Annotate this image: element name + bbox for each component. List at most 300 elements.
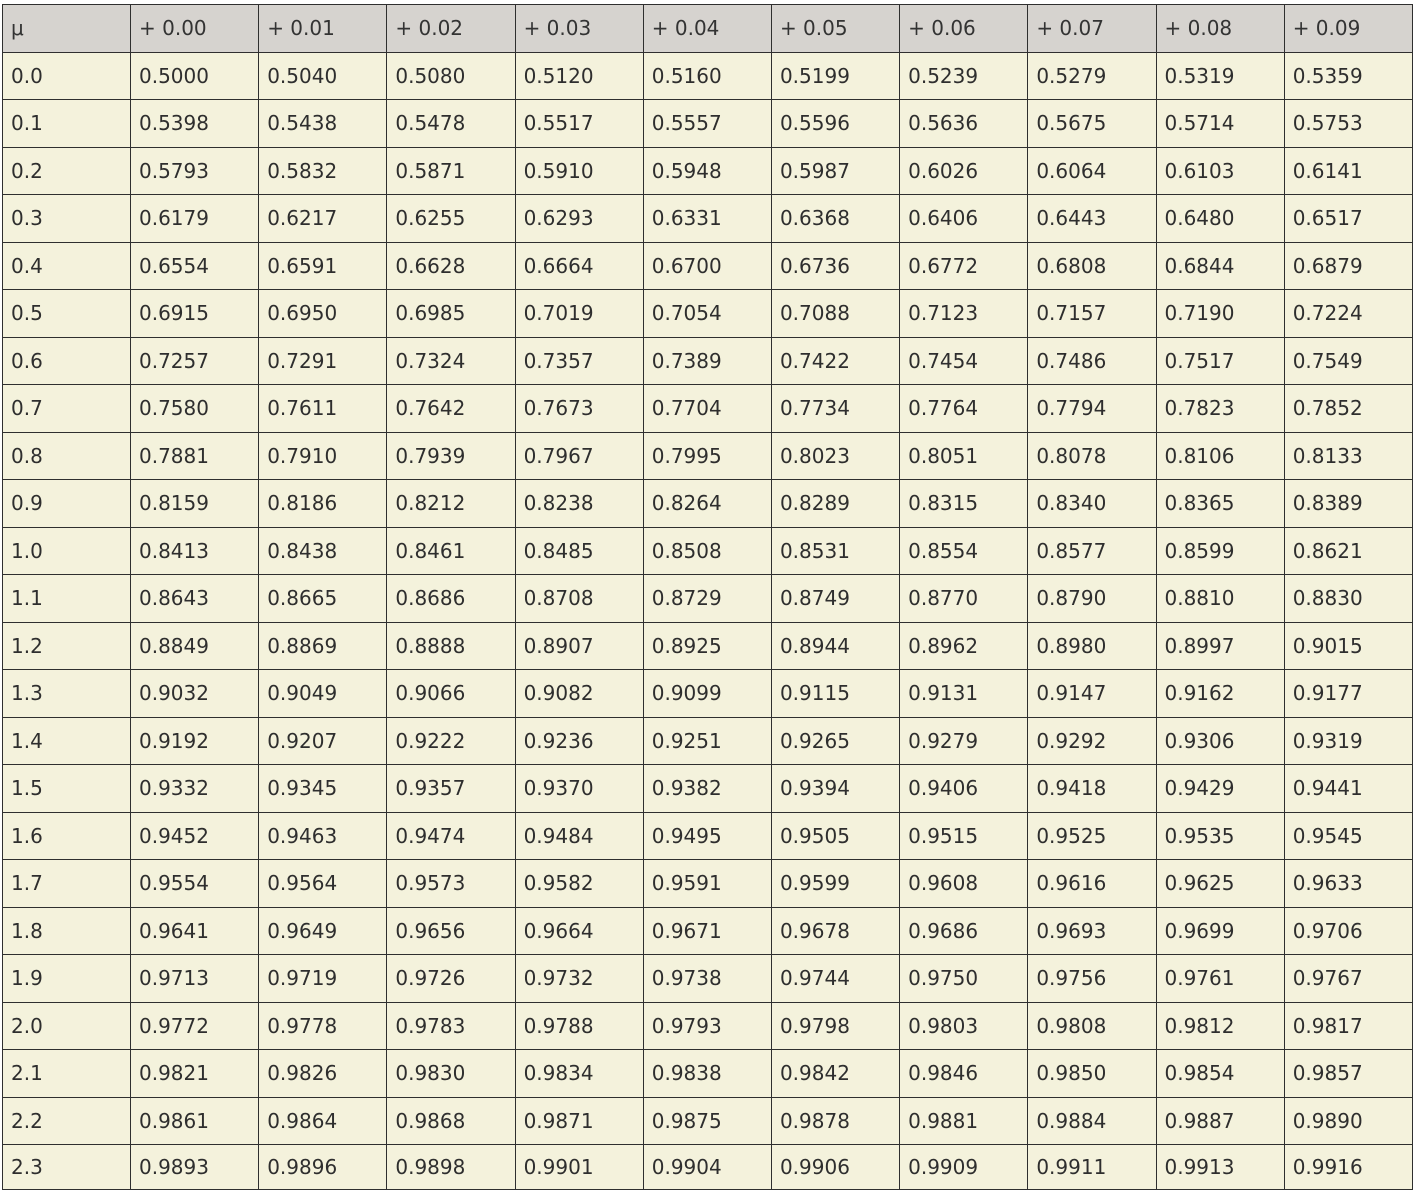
normal-distribution-table-container	[2, 4, 1412, 1190]
value-cell: 0.6406	[900, 195, 1028, 243]
value-cell: 0.9474	[387, 812, 515, 860]
header-offset: + 0.02	[387, 5, 515, 53]
value-cell: 0.9099	[643, 670, 771, 718]
value-cell: 0.8907	[515, 622, 643, 670]
value-cell: 0.8944	[771, 622, 899, 670]
row-label-cell: 2.3	[3, 1145, 131, 1190]
value-cell: 0.5910	[515, 147, 643, 195]
value-cell: 0.9738	[643, 955, 771, 1003]
value-cell: 0.8790	[1028, 575, 1156, 623]
value-cell: 0.5714	[1156, 100, 1284, 148]
value-cell: 0.6808	[1028, 242, 1156, 290]
value-cell: 0.7794	[1028, 385, 1156, 433]
value-cell: 0.8980	[1028, 622, 1156, 670]
value-cell: 0.9279	[900, 717, 1028, 765]
value-cell: 0.7881	[131, 432, 259, 480]
value-cell: 0.9896	[259, 1145, 387, 1190]
value-cell: 0.7734	[771, 385, 899, 433]
value-cell: 0.9319	[1284, 717, 1412, 765]
value-cell: 0.5120	[515, 52, 643, 100]
value-cell: 0.9826	[259, 1050, 387, 1098]
value-cell: 0.8413	[131, 527, 259, 575]
value-cell: 0.9484	[515, 812, 643, 860]
header-mu: μ	[3, 5, 131, 53]
value-cell: 0.5199	[771, 52, 899, 100]
value-cell: 0.9545	[1284, 812, 1412, 860]
value-cell: 0.8508	[643, 527, 771, 575]
value-cell: 0.7823	[1156, 385, 1284, 433]
header-offset: + 0.04	[643, 5, 771, 53]
row-label-cell: 1.0	[3, 527, 131, 575]
value-cell: 0.8962	[900, 622, 1028, 670]
table-row	[3, 290, 1413, 338]
value-cell: 0.9505	[771, 812, 899, 860]
value-cell: 0.9875	[643, 1097, 771, 1145]
value-cell: 0.9599	[771, 860, 899, 908]
value-cell: 0.9177	[1284, 670, 1412, 718]
value-cell: 0.9015	[1284, 622, 1412, 670]
value-cell: 0.9726	[387, 955, 515, 1003]
value-cell: 0.7995	[643, 432, 771, 480]
value-cell: 0.9906	[771, 1145, 899, 1190]
value-cell: 0.8106	[1156, 432, 1284, 480]
value-cell: 0.8078	[1028, 432, 1156, 480]
value-cell: 0.9633	[1284, 860, 1412, 908]
row-label-cell: 0.6	[3, 337, 131, 385]
value-cell: 0.6293	[515, 195, 643, 243]
value-cell: 0.6700	[643, 242, 771, 290]
table-row	[3, 195, 1413, 243]
value-cell: 0.9803	[900, 1002, 1028, 1050]
value-cell: 0.7157	[1028, 290, 1156, 338]
value-cell: 0.8186	[259, 480, 387, 528]
value-cell: 0.7939	[387, 432, 515, 480]
value-cell: 0.8686	[387, 575, 515, 623]
value-cell: 0.8599	[1156, 527, 1284, 575]
table-row	[3, 812, 1413, 860]
value-cell: 0.9162	[1156, 670, 1284, 718]
value-cell: 0.8389	[1284, 480, 1412, 528]
value-cell: 0.7673	[515, 385, 643, 433]
value-cell: 0.9370	[515, 765, 643, 813]
value-cell: 0.8485	[515, 527, 643, 575]
value-cell: 0.8810	[1156, 575, 1284, 623]
value-cell: 0.6736	[771, 242, 899, 290]
table-row	[3, 860, 1413, 908]
value-cell: 0.8869	[259, 622, 387, 670]
value-cell: 0.7580	[131, 385, 259, 433]
value-cell: 0.9772	[131, 1002, 259, 1050]
value-cell: 0.9554	[131, 860, 259, 908]
value-cell: 0.9131	[900, 670, 1028, 718]
value-cell: 0.9332	[131, 765, 259, 813]
value-cell: 0.9306	[1156, 717, 1284, 765]
value-cell: 0.9525	[1028, 812, 1156, 860]
value-cell: 0.9564	[259, 860, 387, 908]
value-cell: 0.9864	[259, 1097, 387, 1145]
table-body	[3, 52, 1413, 1190]
row-label-cell: 2.2	[3, 1097, 131, 1145]
value-cell: 0.5753	[1284, 100, 1412, 148]
row-label-cell: 0.8	[3, 432, 131, 480]
value-cell: 0.9838	[643, 1050, 771, 1098]
value-cell: 0.9147	[1028, 670, 1156, 718]
row-label-cell: 1.9	[3, 955, 131, 1003]
value-cell: 0.6591	[259, 242, 387, 290]
value-cell: 0.8554	[900, 527, 1028, 575]
value-cell: 0.7486	[1028, 337, 1156, 385]
table-header	[3, 5, 1413, 53]
value-cell: 0.7324	[387, 337, 515, 385]
value-cell: 0.6554	[131, 242, 259, 290]
row-label-cell: 0.3	[3, 195, 131, 243]
table-row	[3, 337, 1413, 385]
value-cell: 0.6915	[131, 290, 259, 338]
table-row	[3, 1097, 1413, 1145]
header-offset: + 0.06	[900, 5, 1028, 53]
value-cell: 0.9625	[1156, 860, 1284, 908]
table-row	[3, 622, 1413, 670]
value-cell: 0.5080	[387, 52, 515, 100]
value-cell: 0.9842	[771, 1050, 899, 1098]
value-cell: 0.8621	[1284, 527, 1412, 575]
value-cell: 0.8729	[643, 575, 771, 623]
row-label-cell: 0.4	[3, 242, 131, 290]
value-cell: 0.7611	[259, 385, 387, 433]
value-cell: 0.7764	[900, 385, 1028, 433]
value-cell: 0.7852	[1284, 385, 1412, 433]
value-cell: 0.8643	[131, 575, 259, 623]
value-cell: 0.9671	[643, 907, 771, 955]
value-cell: 0.8577	[1028, 527, 1156, 575]
row-label-cell: 0.1	[3, 100, 131, 148]
value-cell: 0.6443	[1028, 195, 1156, 243]
table-row	[3, 575, 1413, 623]
value-cell: 0.9817	[1284, 1002, 1412, 1050]
value-cell: 0.9115	[771, 670, 899, 718]
value-cell: 0.9783	[387, 1002, 515, 1050]
value-cell: 0.6026	[900, 147, 1028, 195]
value-cell: 0.9345	[259, 765, 387, 813]
value-cell: 0.5398	[131, 100, 259, 148]
value-cell: 0.7088	[771, 290, 899, 338]
value-cell: 0.5279	[1028, 52, 1156, 100]
table-row	[3, 670, 1413, 718]
value-cell: 0.7123	[900, 290, 1028, 338]
value-cell: 0.9861	[131, 1097, 259, 1145]
row-label-cell: 1.2	[3, 622, 131, 670]
value-cell: 0.8997	[1156, 622, 1284, 670]
header-offset: + 0.07	[1028, 5, 1156, 53]
value-cell: 0.8925	[643, 622, 771, 670]
value-cell: 0.9916	[1284, 1145, 1412, 1190]
table-row	[3, 242, 1413, 290]
row-label-cell: 1.8	[3, 907, 131, 955]
value-cell: 0.9756	[1028, 955, 1156, 1003]
table-row	[3, 147, 1413, 195]
value-cell: 0.6628	[387, 242, 515, 290]
table-row	[3, 385, 1413, 433]
value-cell: 0.6950	[259, 290, 387, 338]
value-cell: 0.9452	[131, 812, 259, 860]
value-cell: 0.8438	[259, 527, 387, 575]
value-cell: 0.9693	[1028, 907, 1156, 955]
value-cell: 0.9049	[259, 670, 387, 718]
value-cell: 0.6255	[387, 195, 515, 243]
table-row	[3, 480, 1413, 528]
value-cell: 0.6664	[515, 242, 643, 290]
value-cell: 0.9868	[387, 1097, 515, 1145]
value-cell: 0.8238	[515, 480, 643, 528]
value-cell: 0.9808	[1028, 1002, 1156, 1050]
value-cell: 0.9898	[387, 1145, 515, 1190]
value-cell: 0.7704	[643, 385, 771, 433]
value-cell: 0.9656	[387, 907, 515, 955]
table-row	[3, 100, 1413, 148]
value-cell: 0.7454	[900, 337, 1028, 385]
value-cell: 0.9744	[771, 955, 899, 1003]
value-cell: 0.8133	[1284, 432, 1412, 480]
value-cell: 0.6772	[900, 242, 1028, 290]
value-cell: 0.5636	[900, 100, 1028, 148]
value-cell: 0.6368	[771, 195, 899, 243]
value-cell: 0.9846	[900, 1050, 1028, 1098]
row-label-cell: 2.1	[3, 1050, 131, 1098]
value-cell: 0.8289	[771, 480, 899, 528]
value-cell: 0.9032	[131, 670, 259, 718]
value-cell: 0.8264	[643, 480, 771, 528]
value-cell: 0.9222	[387, 717, 515, 765]
value-cell: 0.9495	[643, 812, 771, 860]
value-cell: 0.9761	[1156, 955, 1284, 1003]
row-label-cell: 0.7	[3, 385, 131, 433]
value-cell: 0.9732	[515, 955, 643, 1003]
value-cell: 0.9904	[643, 1145, 771, 1190]
row-label-cell: 1.7	[3, 860, 131, 908]
value-cell: 0.7422	[771, 337, 899, 385]
value-cell: 0.5871	[387, 147, 515, 195]
row-label-cell: 1.1	[3, 575, 131, 623]
value-cell: 0.8708	[515, 575, 643, 623]
row-label-cell: 1.4	[3, 717, 131, 765]
row-label-cell: 2.0	[3, 1002, 131, 1050]
value-cell: 0.7190	[1156, 290, 1284, 338]
value-cell: 0.9591	[643, 860, 771, 908]
value-cell: 0.5359	[1284, 52, 1412, 100]
value-cell: 0.6179	[131, 195, 259, 243]
value-cell: 0.6103	[1156, 147, 1284, 195]
value-cell: 0.5478	[387, 100, 515, 148]
row-label-cell: 0.0	[3, 52, 131, 100]
value-cell: 0.7642	[387, 385, 515, 433]
value-cell: 0.7019	[515, 290, 643, 338]
table-row	[3, 52, 1413, 100]
value-cell: 0.8770	[900, 575, 1028, 623]
value-cell: 0.9699	[1156, 907, 1284, 955]
value-cell: 0.7357	[515, 337, 643, 385]
value-cell: 0.9357	[387, 765, 515, 813]
value-cell: 0.9382	[643, 765, 771, 813]
row-label-cell: 0.2	[3, 147, 131, 195]
value-cell: 0.9893	[131, 1145, 259, 1190]
value-cell: 0.9066	[387, 670, 515, 718]
table-row	[3, 1145, 1413, 1190]
value-cell: 0.9292	[1028, 717, 1156, 765]
value-cell: 0.9890	[1284, 1097, 1412, 1145]
value-cell: 0.9909	[900, 1145, 1028, 1190]
header-row	[3, 5, 1413, 53]
value-cell: 0.5040	[259, 52, 387, 100]
value-cell: 0.5596	[771, 100, 899, 148]
value-cell: 0.7517	[1156, 337, 1284, 385]
value-cell: 0.6141	[1284, 147, 1412, 195]
value-cell: 0.9429	[1156, 765, 1284, 813]
value-cell: 0.9616	[1028, 860, 1156, 908]
value-cell: 0.9871	[515, 1097, 643, 1145]
value-cell: 0.5948	[643, 147, 771, 195]
value-cell: 0.9706	[1284, 907, 1412, 955]
value-cell: 0.6331	[643, 195, 771, 243]
value-cell: 0.9812	[1156, 1002, 1284, 1050]
value-cell: 0.8051	[900, 432, 1028, 480]
value-cell: 0.9713	[131, 955, 259, 1003]
table-row	[3, 1050, 1413, 1098]
header-offset: + 0.01	[259, 5, 387, 53]
value-cell: 0.8531	[771, 527, 899, 575]
value-cell: 0.9394	[771, 765, 899, 813]
value-cell: 0.6985	[387, 290, 515, 338]
value-cell: 0.9788	[515, 1002, 643, 1050]
value-cell: 0.9884	[1028, 1097, 1156, 1145]
value-cell: 0.9535	[1156, 812, 1284, 860]
row-label-cell: 0.9	[3, 480, 131, 528]
value-cell: 0.5319	[1156, 52, 1284, 100]
value-cell: 0.9082	[515, 670, 643, 718]
header-offset: + 0.08	[1156, 5, 1284, 53]
value-cell: 0.9265	[771, 717, 899, 765]
value-cell: 0.9192	[131, 717, 259, 765]
value-cell: 0.8888	[387, 622, 515, 670]
value-cell: 0.5239	[900, 52, 1028, 100]
value-cell: 0.5000	[131, 52, 259, 100]
value-cell: 0.7224	[1284, 290, 1412, 338]
value-cell: 0.9641	[131, 907, 259, 955]
value-cell: 0.9686	[900, 907, 1028, 955]
value-cell: 0.9664	[515, 907, 643, 955]
header-offset: + 0.03	[515, 5, 643, 53]
value-cell: 0.9418	[1028, 765, 1156, 813]
value-cell: 0.9821	[131, 1050, 259, 1098]
value-cell: 0.9834	[515, 1050, 643, 1098]
value-cell: 0.5517	[515, 100, 643, 148]
value-cell: 0.7967	[515, 432, 643, 480]
value-cell: 0.9719	[259, 955, 387, 1003]
value-cell: 0.9236	[515, 717, 643, 765]
value-cell: 0.9463	[259, 812, 387, 860]
table-row	[3, 955, 1413, 1003]
value-cell: 0.6844	[1156, 242, 1284, 290]
normal-distribution-table	[2, 4, 1413, 1190]
value-cell: 0.6517	[1284, 195, 1412, 243]
value-cell: 0.9441	[1284, 765, 1412, 813]
value-cell: 0.9778	[259, 1002, 387, 1050]
value-cell: 0.8159	[131, 480, 259, 528]
value-cell: 0.9678	[771, 907, 899, 955]
value-cell: 0.9793	[643, 1002, 771, 1050]
value-cell: 0.9515	[900, 812, 1028, 860]
value-cell: 0.9750	[900, 955, 1028, 1003]
value-cell: 0.9649	[259, 907, 387, 955]
value-cell: 0.9857	[1284, 1050, 1412, 1098]
value-cell: 0.7257	[131, 337, 259, 385]
table-row	[3, 907, 1413, 955]
value-cell: 0.8749	[771, 575, 899, 623]
value-cell: 0.9608	[900, 860, 1028, 908]
value-cell: 0.9887	[1156, 1097, 1284, 1145]
value-cell: 0.9881	[900, 1097, 1028, 1145]
row-label-cell: 1.5	[3, 765, 131, 813]
value-cell: 0.6879	[1284, 242, 1412, 290]
value-cell: 0.9830	[387, 1050, 515, 1098]
value-cell: 0.8212	[387, 480, 515, 528]
value-cell: 0.5987	[771, 147, 899, 195]
table-row	[3, 1002, 1413, 1050]
value-cell: 0.9207	[259, 717, 387, 765]
value-cell: 0.9854	[1156, 1050, 1284, 1098]
value-cell: 0.8023	[771, 432, 899, 480]
row-label-cell: 0.5	[3, 290, 131, 338]
value-cell: 0.8830	[1284, 575, 1412, 623]
value-cell: 0.9901	[515, 1145, 643, 1190]
table-row	[3, 765, 1413, 813]
value-cell: 0.7054	[643, 290, 771, 338]
value-cell: 0.6217	[259, 195, 387, 243]
value-cell: 0.9406	[900, 765, 1028, 813]
value-cell: 0.7549	[1284, 337, 1412, 385]
value-cell: 0.5675	[1028, 100, 1156, 148]
value-cell: 0.9913	[1156, 1145, 1284, 1190]
value-cell: 0.9767	[1284, 955, 1412, 1003]
value-cell: 0.5160	[643, 52, 771, 100]
value-cell: 0.9878	[771, 1097, 899, 1145]
value-cell: 0.9911	[1028, 1145, 1156, 1190]
value-cell: 0.7389	[643, 337, 771, 385]
row-label-cell: 1.6	[3, 812, 131, 860]
header-offset: + 0.09	[1284, 5, 1412, 53]
table-row	[3, 432, 1413, 480]
value-cell: 0.8849	[131, 622, 259, 670]
value-cell: 0.9582	[515, 860, 643, 908]
value-cell: 0.8340	[1028, 480, 1156, 528]
value-cell: 0.8461	[387, 527, 515, 575]
value-cell: 0.5557	[643, 100, 771, 148]
table-row	[3, 717, 1413, 765]
row-label-cell: 1.3	[3, 670, 131, 718]
value-cell: 0.5832	[259, 147, 387, 195]
value-cell: 0.6480	[1156, 195, 1284, 243]
value-cell: 0.9798	[771, 1002, 899, 1050]
value-cell: 0.7910	[259, 432, 387, 480]
table-row	[3, 527, 1413, 575]
value-cell: 0.7291	[259, 337, 387, 385]
header-offset: + 0.05	[771, 5, 899, 53]
value-cell: 0.9850	[1028, 1050, 1156, 1098]
value-cell: 0.8365	[1156, 480, 1284, 528]
value-cell: 0.5438	[259, 100, 387, 148]
value-cell: 0.9573	[387, 860, 515, 908]
header-offset: + 0.00	[131, 5, 259, 53]
value-cell: 0.5793	[131, 147, 259, 195]
